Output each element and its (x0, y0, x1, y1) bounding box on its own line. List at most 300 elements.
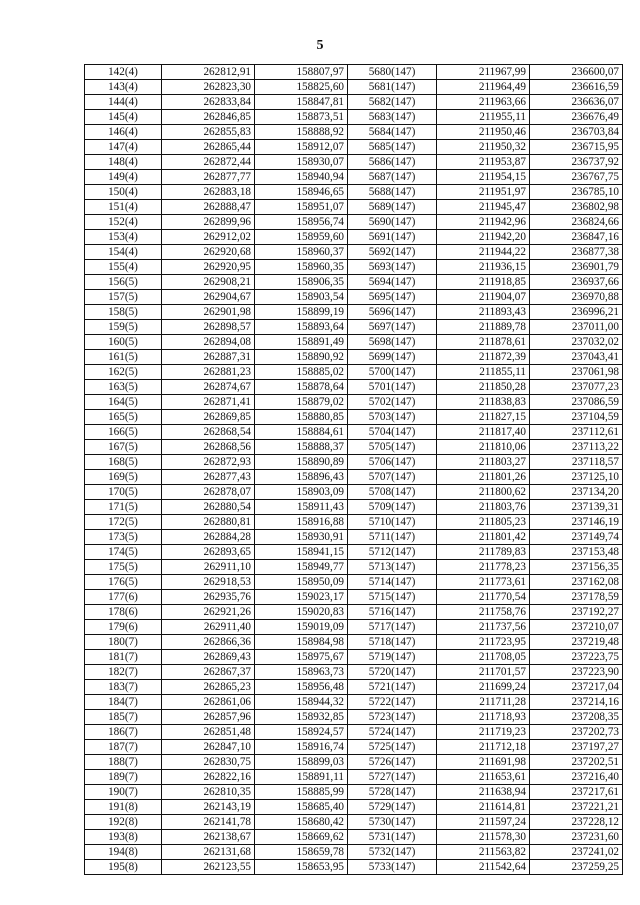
table-cell: 237086,59 (530, 395, 623, 410)
table-row (85, 290, 623, 305)
table-cell: 262904,67 (162, 290, 255, 305)
table-cell: 262866,36 (162, 635, 255, 650)
table-cell: 158880,85 (255, 410, 348, 425)
table-cell: 236785,10 (530, 185, 623, 200)
table-cell: 168(5) (85, 455, 162, 470)
table-cell: 211872,39 (437, 350, 530, 365)
table-cell: 262877,77 (162, 170, 255, 185)
table-cell: 158959,60 (255, 230, 348, 245)
table-cell: 5684(147) (348, 125, 437, 140)
table-cell: 237077,23 (530, 380, 623, 395)
table-cell: 211638,94 (437, 785, 530, 800)
table-cell: 158653,95 (255, 860, 348, 875)
table-cell: 149(4) (85, 170, 162, 185)
table-cell: 211817,40 (437, 425, 530, 440)
table-cell: 5709(147) (348, 500, 437, 515)
table-row (85, 110, 623, 125)
table-cell: 237192,27 (530, 605, 623, 620)
table-cell: 158950,09 (255, 575, 348, 590)
table-cell: 158890,89 (255, 455, 348, 470)
table-cell: 158911,43 (255, 500, 348, 515)
table-cell: 158916,74 (255, 740, 348, 755)
table-cell: 158825,60 (255, 80, 348, 95)
table-cell: 5719(147) (348, 650, 437, 665)
table-row (85, 665, 623, 680)
table-cell: 5731(147) (348, 830, 437, 845)
table-cell: 236802,98 (530, 200, 623, 215)
table-cell: 5732(147) (348, 845, 437, 860)
table-cell: 162(5) (85, 365, 162, 380)
table-row (85, 125, 623, 140)
table-cell: 158903,09 (255, 485, 348, 500)
table-cell: 237219,48 (530, 635, 623, 650)
table-row (85, 785, 623, 800)
table-row (85, 80, 623, 95)
table-cell: 5717(147) (348, 620, 437, 635)
table-cell: 262921,26 (162, 605, 255, 620)
table-cell: 5722(147) (348, 695, 437, 710)
table-cell: 211889,78 (437, 320, 530, 335)
table-cell: 237061,98 (530, 365, 623, 380)
table-cell: 5688(147) (348, 185, 437, 200)
table-row (85, 845, 623, 860)
table-cell: 262810,35 (162, 785, 255, 800)
table-cell: 211737,56 (437, 620, 530, 635)
table-cell: 211904,07 (437, 290, 530, 305)
table-cell: 185(7) (85, 710, 162, 725)
table-cell: 158940,94 (255, 170, 348, 185)
table-cell: 262911,10 (162, 560, 255, 575)
table-cell: 152(4) (85, 215, 162, 230)
table-cell: 262131,68 (162, 845, 255, 860)
table-row (85, 485, 623, 500)
table-cell: 237231,60 (530, 830, 623, 845)
table-cell: 144(4) (85, 95, 162, 110)
table-cell: 237149,74 (530, 530, 623, 545)
table-cell: 158941,15 (255, 545, 348, 560)
table-row (85, 335, 623, 350)
table-row (85, 800, 623, 815)
table-cell: 211855,11 (437, 365, 530, 380)
table-cell: 159020,83 (255, 605, 348, 620)
table-cell: 5689(147) (348, 200, 437, 215)
table-cell: 237202,73 (530, 725, 623, 740)
table-row (85, 260, 623, 275)
table-cell: 237032,02 (530, 335, 623, 350)
table-cell: 262872,93 (162, 455, 255, 470)
table-cell: 148(4) (85, 155, 162, 170)
table-cell: 5723(147) (348, 710, 437, 725)
table-cell: 262871,41 (162, 395, 255, 410)
table-cell: 236767,75 (530, 170, 623, 185)
table-cell: 5702(147) (348, 395, 437, 410)
table-cell: 236901,79 (530, 260, 623, 275)
table-cell: 262872,44 (162, 155, 255, 170)
table-cell: 211653,61 (437, 770, 530, 785)
table-cell: 262935,76 (162, 590, 255, 605)
table-cell: 145(4) (85, 110, 162, 125)
table-cell: 158949,77 (255, 560, 348, 575)
table-cell: 190(7) (85, 785, 162, 800)
table-cell: 262822,16 (162, 770, 255, 785)
table-cell: 211951,97 (437, 185, 530, 200)
table-cell: 262881,23 (162, 365, 255, 380)
table-cell: 262868,56 (162, 440, 255, 455)
table-cell: 158912,07 (255, 140, 348, 155)
table-cell: 194(8) (85, 845, 162, 860)
table-row (85, 575, 623, 590)
table-cell: 5706(147) (348, 455, 437, 470)
table-cell: 262857,96 (162, 710, 255, 725)
table-cell: 262851,48 (162, 725, 255, 740)
table-cell: 158946,65 (255, 185, 348, 200)
table-cell: 237259,25 (530, 860, 623, 875)
table-cell: 5697(147) (348, 320, 437, 335)
table-cell: 158890,92 (255, 350, 348, 365)
table-cell: 211711,28 (437, 695, 530, 710)
table-cell: 167(5) (85, 440, 162, 455)
table-row (85, 650, 623, 665)
table-cell: 236937,66 (530, 275, 623, 290)
table-row (85, 560, 623, 575)
table-cell: 158885,02 (255, 365, 348, 380)
table-row (85, 830, 623, 845)
table-cell: 262846,85 (162, 110, 255, 125)
table-cell: 211953,87 (437, 155, 530, 170)
table-cell: 158(5) (85, 305, 162, 320)
table-cell: 5705(147) (348, 440, 437, 455)
table-cell: 262141,78 (162, 815, 255, 830)
table-cell: 211810,06 (437, 440, 530, 455)
table-cell: 5725(147) (348, 740, 437, 755)
table-cell: 5703(147) (348, 410, 437, 425)
table-cell: 158916,88 (255, 515, 348, 530)
table-cell: 262868,54 (162, 425, 255, 440)
table-row (85, 755, 623, 770)
table-cell: 5729(147) (348, 800, 437, 815)
table-cell: 175(5) (85, 560, 162, 575)
table-cell: 143(4) (85, 80, 162, 95)
table-cell: 166(5) (85, 425, 162, 440)
table-cell: 158903,54 (255, 290, 348, 305)
table-cell: 237241,02 (530, 845, 623, 860)
table-cell: 179(6) (85, 620, 162, 635)
table-cell: 237217,04 (530, 680, 623, 695)
table-cell: 262861,06 (162, 695, 255, 710)
table-cell: 211758,76 (437, 605, 530, 620)
table-cell: 186(7) (85, 725, 162, 740)
table-cell: 211578,30 (437, 830, 530, 845)
table-cell: 158888,92 (255, 125, 348, 140)
table-cell: 5721(147) (348, 680, 437, 695)
table-cell: 237134,20 (530, 485, 623, 500)
table-cell: 156(5) (85, 275, 162, 290)
table-cell: 5683(147) (348, 110, 437, 125)
table-row (85, 860, 623, 875)
table-cell: 262880,54 (162, 500, 255, 515)
table-cell: 237125,10 (530, 470, 623, 485)
table-cell: 170(5) (85, 485, 162, 500)
page-number: 5 (316, 38, 324, 53)
table-cell: 189(7) (85, 770, 162, 785)
table-cell: 5686(147) (348, 155, 437, 170)
table-cell: 211712,18 (437, 740, 530, 755)
table-row (85, 185, 623, 200)
table-cell: 164(5) (85, 395, 162, 410)
table-cell: 155(4) (85, 260, 162, 275)
table-cell: 5687(147) (348, 170, 437, 185)
table-cell: 5712(147) (348, 545, 437, 560)
table-cell: 211699,24 (437, 680, 530, 695)
table-cell: 211719,23 (437, 725, 530, 740)
table-row (85, 155, 623, 170)
table-cell: 237223,90 (530, 665, 623, 680)
table-cell: 158944,32 (255, 695, 348, 710)
table-cell: 237208,35 (530, 710, 623, 725)
table-cell: 211542,64 (437, 860, 530, 875)
table-cell: 237118,57 (530, 455, 623, 470)
table-cell: 237221,21 (530, 800, 623, 815)
table-cell: 142(4) (85, 65, 162, 80)
table-cell: 191(8) (85, 800, 162, 815)
table-cell: 5718(147) (348, 635, 437, 650)
table-cell: 211805,23 (437, 515, 530, 530)
table-cell: 237228,12 (530, 815, 623, 830)
table-cell: 180(7) (85, 635, 162, 650)
table-cell: 182(7) (85, 665, 162, 680)
table-cell: 262877,43 (162, 470, 255, 485)
table-cell: 158680,42 (255, 815, 348, 830)
table-cell: 158906,35 (255, 275, 348, 290)
table-cell: 151(4) (85, 200, 162, 215)
table-cell: 158960,37 (255, 245, 348, 260)
table-row (85, 635, 623, 650)
table-cell: 237104,59 (530, 410, 623, 425)
table-row (85, 410, 623, 425)
table-cell: 211803,76 (437, 500, 530, 515)
table-cell: 237217,61 (530, 785, 623, 800)
table-cell: 237139,31 (530, 500, 623, 515)
table-cell: 163(5) (85, 380, 162, 395)
table-cell: 5693(147) (348, 260, 437, 275)
table-cell: 211942,96 (437, 215, 530, 230)
table-cell: 211942,20 (437, 230, 530, 245)
table-row (85, 440, 623, 455)
table-cell: 165(5) (85, 410, 162, 425)
table-cell: 211838,83 (437, 395, 530, 410)
table-cell: 158930,91 (255, 530, 348, 545)
table-cell: 211801,42 (437, 530, 530, 545)
table-cell: 211597,24 (437, 815, 530, 830)
table-cell: 169(5) (85, 470, 162, 485)
table-cell: 5707(147) (348, 470, 437, 485)
table-cell: 262883,18 (162, 185, 255, 200)
table-cell: 188(7) (85, 755, 162, 770)
table-cell: 211936,15 (437, 260, 530, 275)
table-cell: 158893,64 (255, 320, 348, 335)
table-row (85, 365, 623, 380)
table-cell: 5690(147) (348, 215, 437, 230)
table-cell: 211827,15 (437, 410, 530, 425)
table-cell: 5716(147) (348, 605, 437, 620)
table-cell: 237011,00 (530, 320, 623, 335)
table-cell: 158975,67 (255, 650, 348, 665)
table-cell: 262920,68 (162, 245, 255, 260)
table-cell: 236824,66 (530, 215, 623, 230)
table-cell: 211789,83 (437, 545, 530, 560)
table-cell: 262865,23 (162, 680, 255, 695)
table-cell: 236970,88 (530, 290, 623, 305)
table-row (85, 65, 623, 80)
table-cell: 158963,73 (255, 665, 348, 680)
table-cell: 237178,59 (530, 590, 623, 605)
table-cell: 5681(147) (348, 80, 437, 95)
table-cell: 262867,37 (162, 665, 255, 680)
table-row (85, 140, 623, 155)
table-row (85, 710, 623, 725)
table-cell: 262833,84 (162, 95, 255, 110)
table-cell: 211701,57 (437, 665, 530, 680)
table-cell: 211563,82 (437, 845, 530, 860)
table-cell: 158960,35 (255, 260, 348, 275)
table-row (85, 770, 623, 785)
table-cell: 237223,75 (530, 650, 623, 665)
table-cell: 262901,98 (162, 305, 255, 320)
table-cell: 262830,75 (162, 755, 255, 770)
table-cell: 5710(147) (348, 515, 437, 530)
table-row (85, 425, 623, 440)
table-cell: 211723,95 (437, 635, 530, 650)
table-cell: 146(4) (85, 125, 162, 140)
table-row (85, 200, 623, 215)
table-cell: 5696(147) (348, 305, 437, 320)
table-cell: 5680(147) (348, 65, 437, 80)
table-cell: 183(7) (85, 680, 162, 695)
table-row (85, 740, 623, 755)
table-cell: 158885,99 (255, 785, 348, 800)
table-cell: 236676,49 (530, 110, 623, 125)
table-cell: 211950,46 (437, 125, 530, 140)
table-cell: 5698(147) (348, 335, 437, 350)
table-cell: 5700(147) (348, 365, 437, 380)
table-row (85, 680, 623, 695)
table-cell: 262912,02 (162, 230, 255, 245)
table-cell: 158930,07 (255, 155, 348, 170)
table-cell: 236616,59 (530, 80, 623, 95)
table-cell: 211955,11 (437, 110, 530, 125)
table-cell: 157(5) (85, 290, 162, 305)
table-cell: 5711(147) (348, 530, 437, 545)
table-cell: 236877,38 (530, 245, 623, 260)
table-cell: 262887,31 (162, 350, 255, 365)
table-row (85, 530, 623, 545)
table-cell: 173(5) (85, 530, 162, 545)
table-cell: 5685(147) (348, 140, 437, 155)
table-cell: 262855,83 (162, 125, 255, 140)
table-cell: 5728(147) (348, 785, 437, 800)
table-cell: 158685,40 (255, 800, 348, 815)
table-cell: 237197,27 (530, 740, 623, 755)
table-cell: 171(5) (85, 500, 162, 515)
table-cell: 5695(147) (348, 290, 437, 305)
table-cell: 262143,19 (162, 800, 255, 815)
table-cell: 5694(147) (348, 275, 437, 290)
table-cell: 147(4) (85, 140, 162, 155)
table-cell: 262812,91 (162, 65, 255, 80)
table-cell: 211878,61 (437, 335, 530, 350)
table-cell: 150(4) (85, 185, 162, 200)
table-cell: 161(5) (85, 350, 162, 365)
table-cell: 237112,61 (530, 425, 623, 440)
table-cell: 158847,81 (255, 95, 348, 110)
table-cell: 158878,64 (255, 380, 348, 395)
table-cell: 158659,78 (255, 845, 348, 860)
table-cell: 193(8) (85, 830, 162, 845)
table-cell: 5724(147) (348, 725, 437, 740)
table-row (85, 500, 623, 515)
table-cell: 211893,43 (437, 305, 530, 320)
table-row (85, 470, 623, 485)
table-cell: 211967,99 (437, 65, 530, 80)
table-cell: 192(8) (85, 815, 162, 830)
table-cell: 5714(147) (348, 575, 437, 590)
table-cell: 211944,22 (437, 245, 530, 260)
table-row (85, 605, 623, 620)
table-cell: 158807,97 (255, 65, 348, 80)
table-cell: 177(6) (85, 590, 162, 605)
table-cell: 158669,62 (255, 830, 348, 845)
table-cell: 237210,07 (530, 620, 623, 635)
table-cell: 160(5) (85, 335, 162, 350)
table-cell: 158951,07 (255, 200, 348, 215)
table-cell: 195(8) (85, 860, 162, 875)
table-cell: 211801,26 (437, 470, 530, 485)
table-cell: 5699(147) (348, 350, 437, 365)
table-row (85, 305, 623, 320)
table-cell: 237216,40 (530, 770, 623, 785)
table-cell: 158873,51 (255, 110, 348, 125)
table-cell: 187(7) (85, 740, 162, 755)
table-cell: 5715(147) (348, 590, 437, 605)
table-cell: 5708(147) (348, 485, 437, 500)
table-cell: 159023,17 (255, 590, 348, 605)
table-cell: 262884,28 (162, 530, 255, 545)
table-row (85, 215, 623, 230)
table-cell: 5733(147) (348, 860, 437, 875)
table-row (85, 515, 623, 530)
table-cell: 211950,32 (437, 140, 530, 155)
table-cell: 5691(147) (348, 230, 437, 245)
table-cell: 262874,67 (162, 380, 255, 395)
table-cell: 174(5) (85, 545, 162, 560)
table-cell: 211778,23 (437, 560, 530, 575)
table-cell: 5704(147) (348, 425, 437, 440)
table-cell: 262894,08 (162, 335, 255, 350)
table-cell: 211963,66 (437, 95, 530, 110)
table-cell: 262898,57 (162, 320, 255, 335)
table-cell: 211800,62 (437, 485, 530, 500)
table-cell: 262123,55 (162, 860, 255, 875)
table-cell: 237202,51 (530, 755, 623, 770)
table-cell: 211964,49 (437, 80, 530, 95)
table-row (85, 95, 623, 110)
table-cell: 237146,19 (530, 515, 623, 530)
table-cell: 262920,95 (162, 260, 255, 275)
table-cell: 154(4) (85, 245, 162, 260)
table-cell: 262878,07 (162, 485, 255, 500)
table-cell: 158899,03 (255, 755, 348, 770)
table-cell: 5730(147) (348, 815, 437, 830)
